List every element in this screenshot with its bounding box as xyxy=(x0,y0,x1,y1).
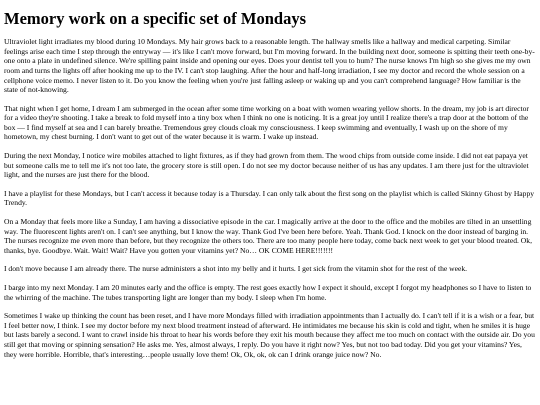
paragraph-7: I barge into my next Monday. I am 20 minutes early and the office is empty. The rest goes exactly how I expect it should, except I forgot my headphones so I have to listen to the whirring of the machine. The tubes transporting light are longer than my body. I sleep when I'm home. xyxy=(4,283,532,302)
paragraph-2: That night when I get home, I dream I am submerged in the ocean after some time working on a boat with women wearing yellow shorts. In the dream, my job is art director for a video they're shooting. I take a break to fold myself into a tiny box when I think no one is noticing. It is a great joy until I realize there's a trap door at the bottom of the box — I find myself at sea and I can barely breathe. Tremendous grey clouds cloak my consciousness. I keep swimming and eventually, I wash up on the shore of my hometown, my chest burning. I don't want to get out of the water because it is warm. I wake up instead. xyxy=(4,103,529,142)
article-title: Memory work on a specific set of Mondays xyxy=(4,9,306,28)
paragraph-3: During the next Monday, I notice wire mobiles attached to light fixtures, as if they had grown from them. The wood chips from outside come inside. I did not eat papaya yet but someone calls me to tell me it's not too late, the grocery store is still open. I do not see my doctor because neither of us has any updates. I am there just for the ultraviolet light, and the nurses are just there for the blood. xyxy=(4,151,529,180)
paragraph-1: Ultraviolet light irradiates my blood during 10 Mondays. My hair grows back to a reasonable length. The hallway smells like a hallway and medical carpeting. Similar feelings arise each time I step through the entryway — it's like I can't move forward, but I'm moving forward. In the building next door, someone is spitting their teeth one-by-one onto a plate in undefined silence. We're spilling paint inside and opening our eyes. Does your dentist tell you to hum? The nurse knows I'm high so she gives me my own room and turns the lights off after hooking me up to the IV. I can't stop laughing. After the hour and half-long irradiation, I see my doctor and record the whole session on a cellphone voice memo. I never listen to it. Do you know the feeling when you're just falling asleep or waking up and you can't comprehend language? How familiar is the state of not-knowing. xyxy=(4,37,535,95)
paragraph-5: On a Monday that feels more like a Sunday, I am having a dissociative episode in the car. I magically arrive at the door to the office and the mobiles are tilted in an unsettling way. The fluorescent lights aren't on. I can't see anything, but I know the way. Thank God I've been here before. Yeah. Thank God. I knock on the door instead of barging in. The nurses recognize me even more than before, but they recognize the others too. There are too many people here today, come back next week to get your blood treated. Ok, thanks, bye. Goodbye. Wait. Wait! Wait? Have you gotten your vitamins yet? No… OK COME HERE!!!!!!! xyxy=(4,217,532,255)
paragraph-6: I don't move because I am already there. The nurse administers a shot into my belly and it hurts. I get sick from the vitamin shot for the rest of the week. xyxy=(4,264,468,274)
paragraph-8: Sometimes I wake up thinking the count has been reset, and I have more Mondays filled with irradiation appointments than I actually do. I can't tell if it is a wish or a fear, but I feel better now, I think. I see my doctor before my next blood treatment instead of afterward. He intimidates me because his skin is cold and tight, when he smiles it is huge but lasts barely a second. I want to crawl inside his throat to hear his words before they exit his mouth because they affect me too much on contact with the outside air. Do you still get that moving or spinning sensation? He asks me. Yes, almost always, I reply. Do you have it right now? Yes, but not too bad today. Did you get your vitamins? Yes, they were horrible. Horrible, that's interesting…people usually love them! Ok, Ok, ok, ok can I drink orange juice now? No. xyxy=(4,311,535,359)
paragraph-4: I have a playlist for these Mondays, but I can't access it because today is a Thursday. I can only talk about the first song on the playlist which is called Skinny Ghost by Happy Trendy. xyxy=(4,188,535,208)
